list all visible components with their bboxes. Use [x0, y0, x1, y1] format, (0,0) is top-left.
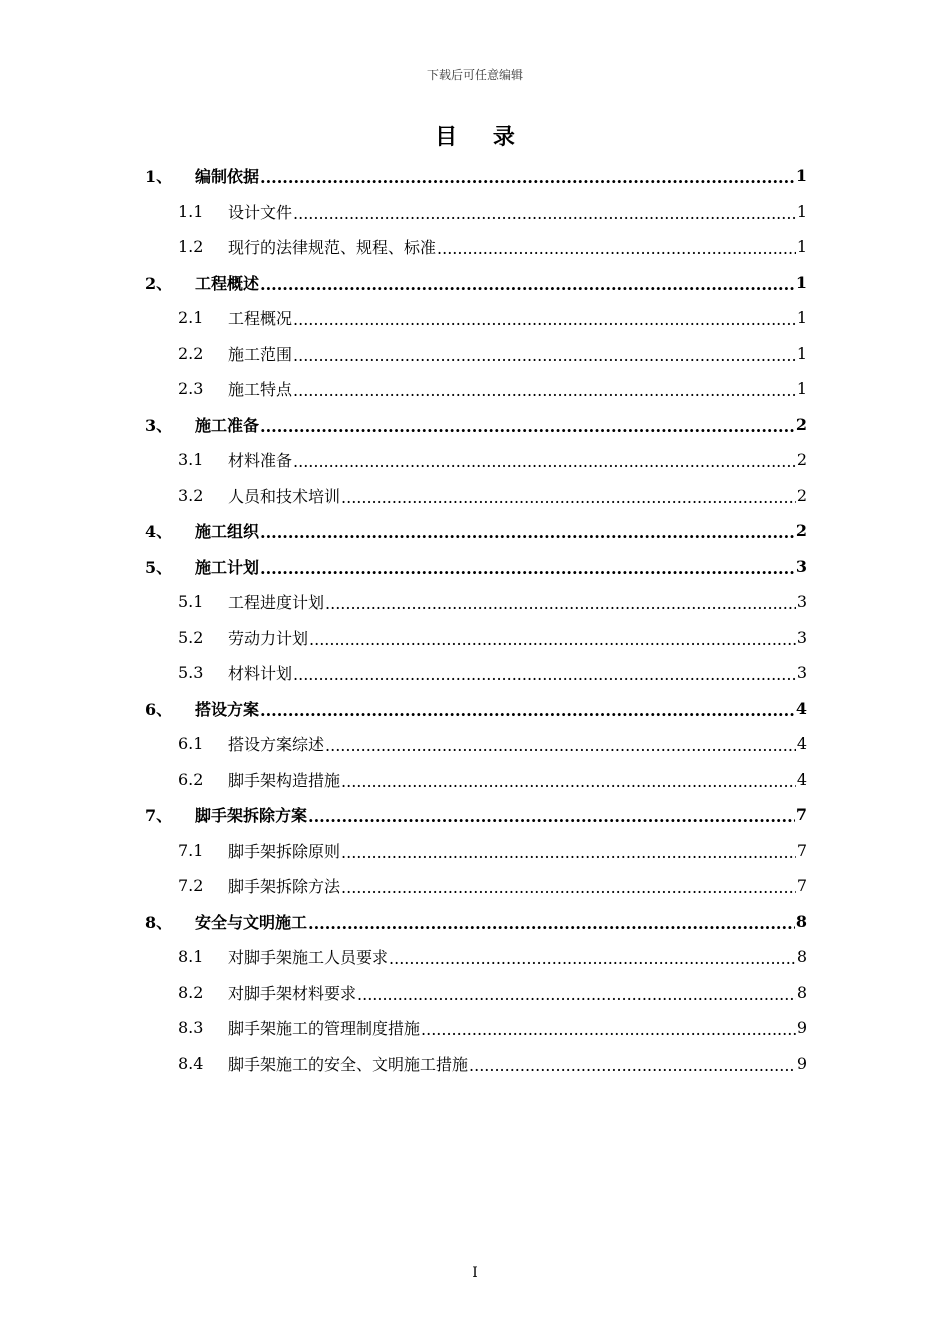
toc-dot-leader	[469, 1056, 796, 1075]
toc-entry-number: 5.3	[178, 663, 204, 683]
toc-entry-section[interactable]	[145, 620, 807, 656]
toc-entry-page: 1	[796, 201, 807, 221]
toc-entry-label: 施工准备	[195, 415, 260, 435]
toc-dot-leader	[308, 807, 795, 826]
toc-entry-label: 脚手架拆除方案	[195, 806, 308, 826]
page-number: I	[472, 1265, 478, 1281]
toc-entry-section[interactable]	[145, 833, 807, 869]
toc-entry-label: 安全与文明施工	[195, 912, 308, 932]
toc-entry-label: 脚手架施工的安全、文明施工措施	[228, 1054, 469, 1074]
toc-entry-chapter[interactable]	[145, 691, 807, 727]
toc-entry-label: 工程概述	[195, 273, 260, 293]
toc-dot-leader	[293, 381, 796, 400]
toc-entry-page: 3	[795, 556, 807, 576]
toc-entry-section[interactable]	[145, 1010, 807, 1046]
toc-dot-leader	[260, 559, 795, 578]
toc-dot-leader	[293, 310, 796, 329]
toc-entry-page: 8	[796, 982, 807, 1002]
toc-entry-label: 搭设方案综述	[228, 735, 325, 755]
toc-entry-page: 1	[795, 166, 807, 186]
toc-entry-number: 2.1	[178, 308, 204, 328]
toc-entry-label: 编制依据	[195, 167, 260, 187]
toc-entry-page: 2	[796, 450, 807, 470]
toc-entry-page: 1	[796, 308, 807, 328]
toc-entry-label: 工程进度计划	[228, 593, 325, 613]
toc-dot-leader	[341, 843, 796, 862]
toc-entry-number: 6.2	[178, 769, 204, 789]
toc-entry-number: 1.2	[178, 237, 204, 257]
toc-entry-section[interactable]	[145, 584, 807, 620]
toc-entry-label: 对脚手架施工人员要求	[228, 948, 389, 968]
toc-entry-page: 1	[796, 343, 807, 363]
toc-entry-page: 4	[795, 698, 807, 718]
toc-entry-page: 3	[796, 627, 807, 647]
toc-entry-section[interactable]	[145, 336, 807, 372]
page-header: 下载后可任意编辑	[426, 68, 523, 82]
toc-entry-number: 2、	[145, 273, 173, 293]
toc-entry-chapter[interactable]	[145, 797, 807, 833]
toc-title: 目 录	[435, 124, 529, 150]
toc-dot-leader	[260, 523, 795, 542]
toc-entry-number: 8.3	[178, 1018, 204, 1038]
toc-entry-number: 8、	[145, 912, 173, 932]
toc-entry-label: 施工特点	[228, 380, 293, 400]
toc-entry-section[interactable]	[145, 478, 807, 514]
table-of-contents	[145, 158, 807, 1081]
toc-entry-page: 1	[795, 272, 807, 292]
toc-entry-label: 工程概况	[228, 309, 293, 329]
toc-dot-leader	[293, 346, 796, 365]
toc-entry-page: 3	[796, 592, 807, 612]
toc-entry-label: 劳动力计划	[228, 628, 309, 648]
toc-dot-leader	[293, 452, 796, 471]
toc-entry-page: 2	[796, 485, 807, 505]
toc-dot-leader	[389, 949, 796, 968]
toc-entry-section[interactable]	[145, 939, 807, 975]
toc-dot-leader	[260, 275, 795, 294]
toc-dot-leader	[293, 204, 796, 223]
toc-dot-leader	[293, 665, 796, 684]
toc-entry-section[interactable]	[145, 975, 807, 1011]
toc-entry-section[interactable]	[145, 442, 807, 478]
toc-entry-number: 7.1	[178, 840, 204, 860]
toc-entry-page: 9	[796, 1018, 807, 1038]
toc-entry-section[interactable]	[145, 868, 807, 904]
toc-entry-chapter[interactable]	[145, 513, 807, 549]
toc-dot-leader	[325, 736, 796, 755]
toc-entry-page: 4	[796, 734, 807, 754]
toc-entry-number: 2.2	[178, 343, 204, 363]
toc-entry-label: 材料计划	[228, 664, 293, 684]
toc-dot-leader	[260, 417, 795, 436]
toc-entry-page: 9	[796, 1053, 807, 1073]
toc-entry-chapter[interactable]	[145, 158, 807, 194]
toc-entry-number: 1、	[145, 167, 173, 187]
toc-entry-chapter[interactable]	[145, 407, 807, 443]
toc-entry-page: 2	[795, 521, 807, 541]
toc-entry-number: 3.2	[178, 485, 204, 505]
toc-dot-leader	[308, 914, 795, 933]
toc-dot-leader	[357, 985, 796, 1004]
toc-entry-page: 7	[796, 840, 807, 860]
toc-entry-number: 2.3	[178, 379, 204, 399]
toc-entry-section[interactable]	[145, 371, 807, 407]
toc-entry-page: 8	[796, 947, 807, 967]
toc-entry-chapter[interactable]	[145, 549, 807, 585]
toc-entry-label: 施工范围	[228, 344, 293, 364]
toc-entry-label: 搭设方案	[195, 699, 260, 719]
toc-entry-section[interactable]	[145, 655, 807, 691]
toc-entry-page: 7	[795, 805, 807, 825]
toc-entry-page: 3	[796, 663, 807, 683]
toc-entry-number: 7、	[145, 806, 173, 826]
toc-entry-number: 3、	[145, 415, 173, 435]
toc-entry-number: 4、	[145, 522, 173, 542]
toc-dot-leader	[325, 594, 796, 613]
toc-dot-leader	[341, 772, 796, 791]
toc-entry-page: 7	[796, 876, 807, 896]
toc-dot-leader	[309, 630, 796, 649]
toc-entry-chapter[interactable]	[145, 904, 807, 940]
toc-entry-section[interactable]	[145, 300, 807, 336]
toc-entry-chapter[interactable]	[145, 265, 807, 301]
toc-entry-section[interactable]	[145, 194, 807, 230]
toc-entry-number: 8.4	[178, 1053, 204, 1073]
toc-entry-label: 材料准备	[228, 451, 293, 471]
toc-entry-label: 脚手架施工的管理制度措施	[228, 1019, 421, 1039]
toc-entry-number: 8.2	[178, 982, 204, 1002]
toc-entry-number: 6.1	[178, 734, 204, 754]
toc-dot-leader	[260, 701, 795, 720]
toc-entry-number: 8.1	[178, 947, 204, 967]
toc-entry-section[interactable]	[145, 229, 807, 265]
toc-dot-leader	[421, 1020, 796, 1039]
toc-dot-leader	[341, 488, 796, 507]
toc-entry-label: 人员和技术培训	[228, 486, 341, 506]
toc-entry-label: 设计文件	[228, 202, 293, 222]
toc-entry-page: 4	[796, 769, 807, 789]
toc-entry-label: 施工计划	[195, 557, 260, 577]
toc-entry-label: 现行的法律规范、规程、标准	[228, 238, 437, 258]
toc-entry-label: 施工组织	[195, 522, 260, 542]
toc-entry-number: 1.1	[178, 201, 204, 221]
toc-entry-section[interactable]	[145, 1046, 807, 1082]
toc-entry-label: 对脚手架材料要求	[228, 983, 357, 1003]
toc-entry-number: 5.1	[178, 592, 204, 612]
toc-entry-section[interactable]	[145, 726, 807, 762]
toc-entry-label: 脚手架拆除原则	[228, 841, 341, 861]
toc-entry-number: 5.2	[178, 627, 204, 647]
toc-entry-page: 1	[796, 379, 807, 399]
toc-entry-section[interactable]	[145, 762, 807, 798]
toc-entry-page: 2	[795, 414, 807, 434]
toc-entry-number: 6、	[145, 699, 173, 719]
toc-entry-label: 脚手架拆除方法	[228, 877, 341, 897]
toc-entry-page: 8	[795, 911, 807, 931]
toc-entry-number: 7.2	[178, 876, 204, 896]
toc-entry-number: 3.1	[178, 450, 204, 470]
toc-dot-leader	[437, 239, 796, 258]
toc-entry-page: 1	[796, 237, 807, 257]
toc-dot-leader	[341, 878, 796, 897]
toc-entry-label: 脚手架构造措施	[228, 770, 341, 790]
toc-entry-number: 5、	[145, 557, 173, 577]
toc-dot-leader	[260, 168, 795, 187]
